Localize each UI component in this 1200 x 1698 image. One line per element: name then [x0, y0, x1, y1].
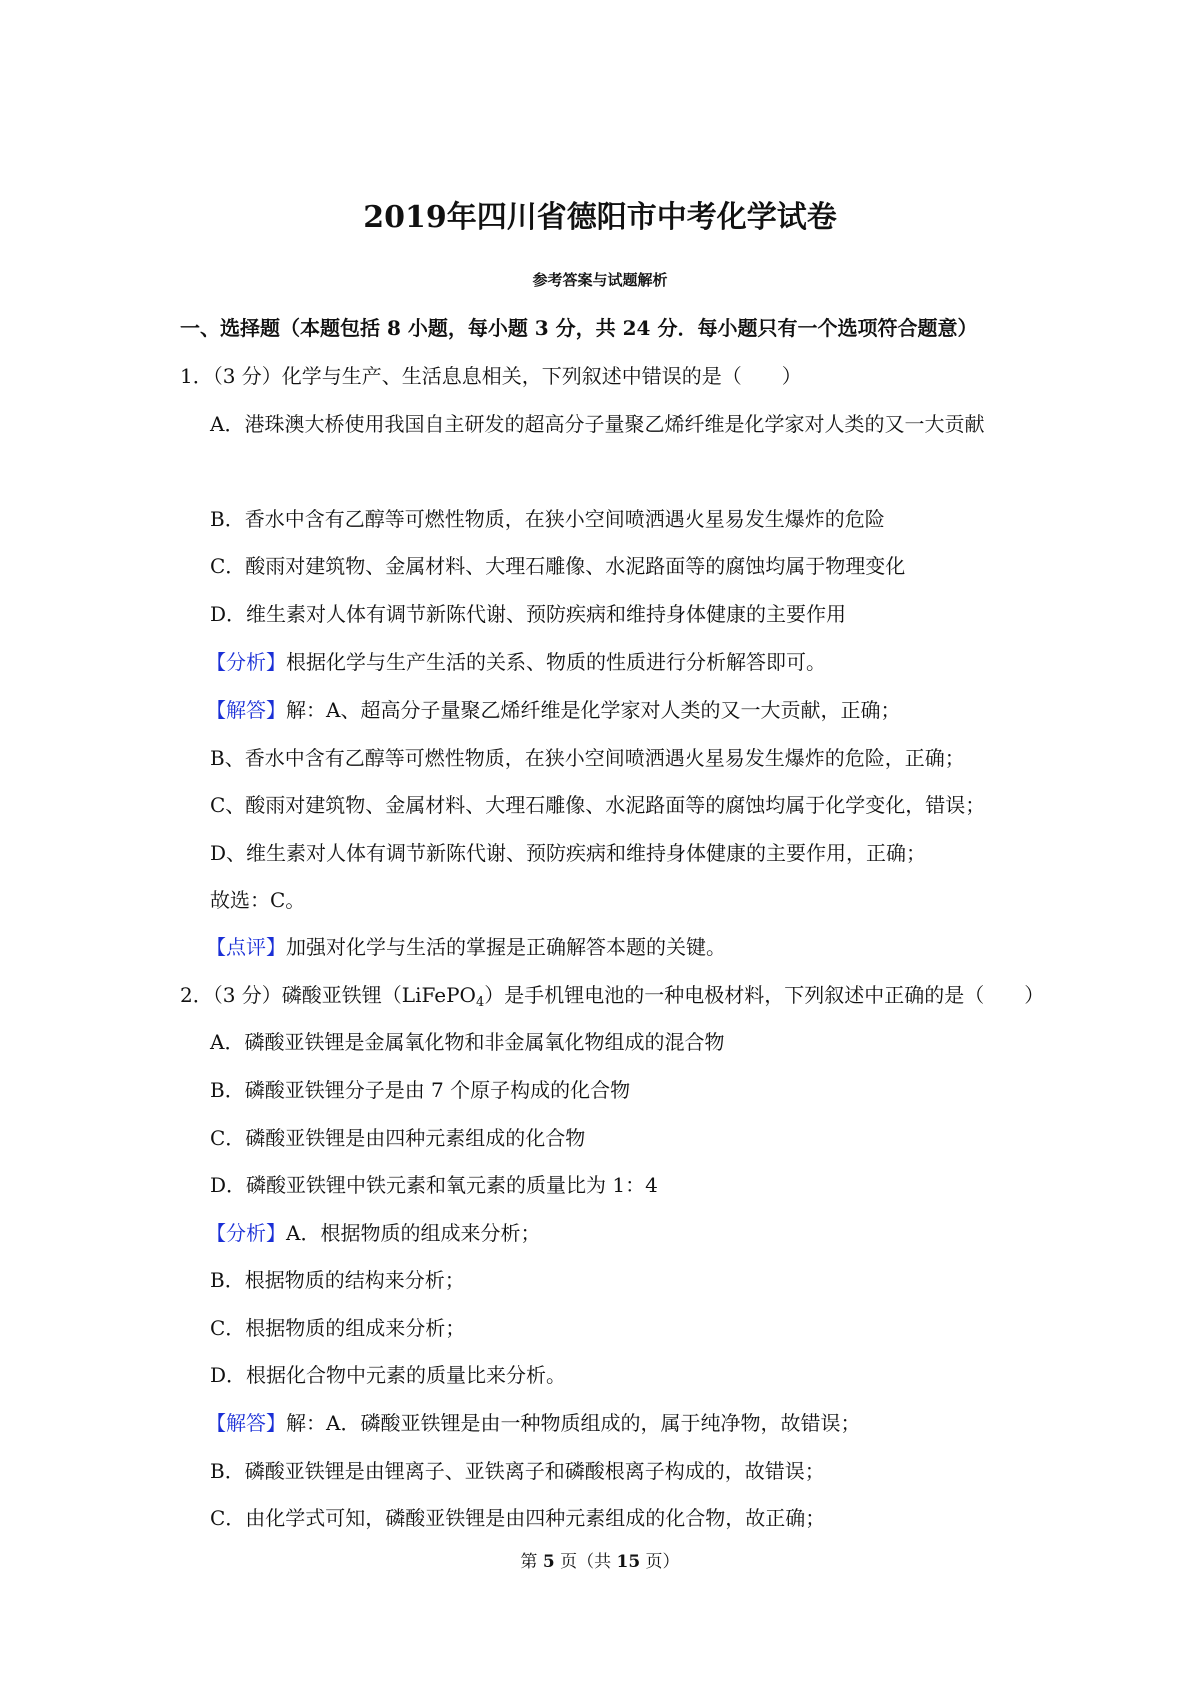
q1-answer-line: 故选：C。 — [210, 888, 306, 912]
total-pages: 15 — [616, 1552, 641, 1572]
footer-suffix: 页） — [640, 1552, 680, 1572]
analysis-text: A．根据物质的组成来分析； — [286, 1221, 541, 1245]
q2-analysis — [206, 1219, 540, 1247]
q1-option-c: C．酸雨对建筑物、金属材料、大理石雕像、水泥路面等的腐蚀均属于物理变化 — [210, 554, 906, 578]
q1-answer-line: C、酸雨对建筑物、金属材料、大理石雕像、水泥路面等的腐蚀均属于化学变化，错误； — [210, 793, 986, 817]
analysis-tag: 【分析】 — [206, 1221, 286, 1245]
q2-analysis-line: C．根据物质的组成来分析； — [210, 1316, 466, 1340]
q2-option-c: C．磷酸亚铁锂是由四种元素组成的化合物 — [210, 1126, 586, 1150]
review-tag: 【点评】 — [206, 935, 286, 959]
answer-tag: 【解答】 — [206, 1411, 286, 1435]
q2-analysis-line: D．根据化合物中元素的质量比来分析。 — [210, 1363, 567, 1387]
q1-review — [206, 933, 726, 961]
page-number: 5 — [542, 1552, 555, 1572]
q2-analysis-line: B．根据物质的结构来分析； — [210, 1268, 465, 1292]
page-title: 2019年四川省德阳市中考化学试卷 — [363, 200, 837, 235]
footer-middle: 页（共 — [554, 1552, 617, 1572]
answer-tag: 【解答】 — [206, 698, 286, 722]
q2-stem-pre: 2．（3 分）磷酸亚铁锂（LiFePO — [180, 983, 476, 1007]
q1-option-d: D．维生素对人体有调节新陈代谢、预防疾病和维持身体健康的主要作用 — [210, 602, 847, 626]
q2-answer-line: C．由化学式可知，磷酸亚铁锂是由四种元素组成的化合物，故正确； — [210, 1506, 826, 1530]
q2-stem-subscript: 4 — [475, 995, 485, 1010]
page-footer — [0, 1550, 1200, 1574]
q1-answer-line: D、维生素对人体有调节新陈代谢、预防疾病和维持身体健康的主要作用，正确； — [210, 841, 927, 865]
q1-answer-line: B、香水中含有乙醇等可燃性物质，在狭小空间喷洒遇火星易发生爆炸的危险，正确； — [210, 746, 965, 770]
q1-stem: 1．（3 分）化学与生产、生活息息相关，下列叙述中错误的是（ ） — [180, 364, 802, 388]
answer-text: 解：A．磷酸亚铁锂是由一种物质组成的，属于纯净物，故错误； — [286, 1411, 861, 1435]
q1-analysis — [206, 648, 826, 676]
answer-text: 解：A、超高分子量聚乙烯纤维是化学家对人类的又一大贡献，正确； — [286, 698, 901, 722]
analysis-tag: 【分析】 — [206, 650, 286, 674]
q2-stem — [180, 981, 1044, 1009]
q2-answer — [206, 1409, 860, 1437]
review-text: 加强对化学与生活的掌握是正确解答本题的关键。 — [286, 935, 726, 959]
section-heading: 一、选择题（本题包括 8 小题，每小题 3 分，共 24 分．每小题只有一个选项符合题意） — [180, 316, 978, 340]
footer-prefix: 第 — [520, 1552, 543, 1572]
q1-option-b: B．香水中含有乙醇等可燃性物质，在狭小空间喷洒遇火星易发生爆炸的危险 — [210, 507, 885, 531]
q2-option-d: D．磷酸亚铁锂中铁元素和氧元素的质量比为 1：4 — [210, 1173, 658, 1197]
q2-answer-line: B．磷酸亚铁锂是由锂离子、亚铁离子和磷酸根离子构成的，故错误； — [210, 1459, 825, 1483]
analysis-text: 根据化学与生产生活的关系、物质的性质进行分析解答即可。 — [286, 650, 826, 674]
q1-option-a: A．港珠澳大桥使用我国自主研发的超高分子量聚乙烯纤维是化学家对人类的又一大贡献 — [210, 412, 985, 436]
page-subtitle: 参考答案与试题解析 — [532, 271, 668, 289]
q2-option-a: A．磷酸亚铁锂是金属氧化物和非金属氧化物组成的混合物 — [210, 1030, 725, 1054]
q1-answer — [206, 696, 900, 724]
q2-stem-post: ）是手机锂电池的一种电极材料，下列叙述中正确的是（ ） — [484, 983, 1045, 1007]
q2-option-b: B．磷酸亚铁锂分子是由 7 个原子构成的化合物 — [210, 1078, 631, 1102]
